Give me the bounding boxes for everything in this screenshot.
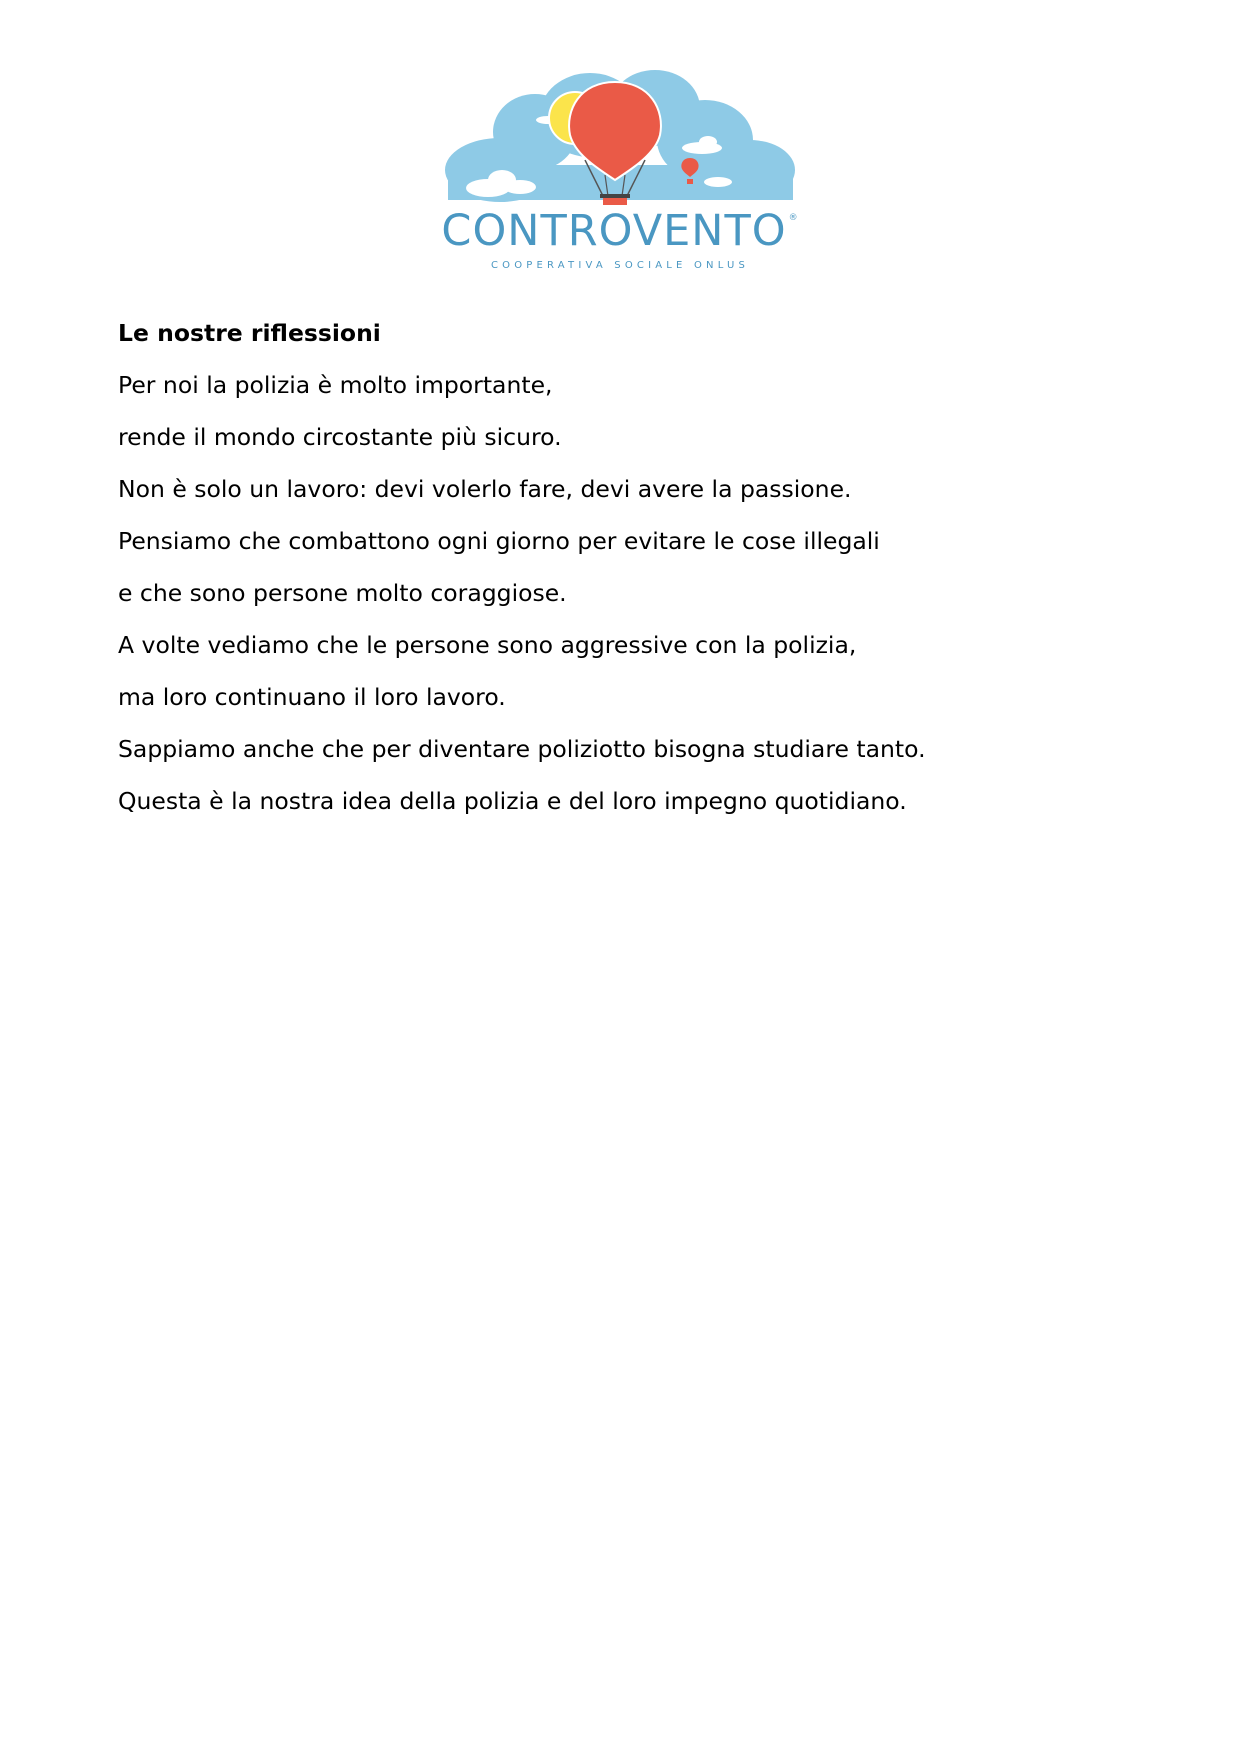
controvento-logo xyxy=(440,70,800,275)
text-line: Sappiamo anche che per diventare poliziotto bisogna studiare tanto. xyxy=(118,735,926,763)
text-line: rende il mondo circostante più sicuro. xyxy=(118,423,562,451)
text-line: Pensiamo che combattono ogni giorno per evitare le cose illegali xyxy=(118,527,880,555)
text-line: Per noi la polizia è molto importante, xyxy=(118,371,553,399)
text-line: e che sono persone molto coraggiose. xyxy=(118,579,567,607)
balloon-cloud-icon xyxy=(440,70,800,205)
logo-name: CONTROVENTO xyxy=(441,206,787,256)
text-line: A volte vediamo che le persone sono aggressive con la polizia, xyxy=(118,631,857,659)
logo-wordmark xyxy=(440,206,800,256)
text-line: Questa è la nostra idea della polizia e del loro impegno quotidiano. xyxy=(118,787,907,815)
document-body xyxy=(118,316,1168,836)
document-heading: Le nostre riflessioni xyxy=(118,319,381,347)
registered-mark: ® xyxy=(788,213,799,223)
logo-tagline: COOPERATIVA SOCIALE ONLUS xyxy=(490,260,750,271)
text-line: ma loro continuano il loro lavoro. xyxy=(118,683,506,711)
text-line: Non è solo un lavoro: devi volerlo fare, devi avere la passione. xyxy=(118,475,852,503)
